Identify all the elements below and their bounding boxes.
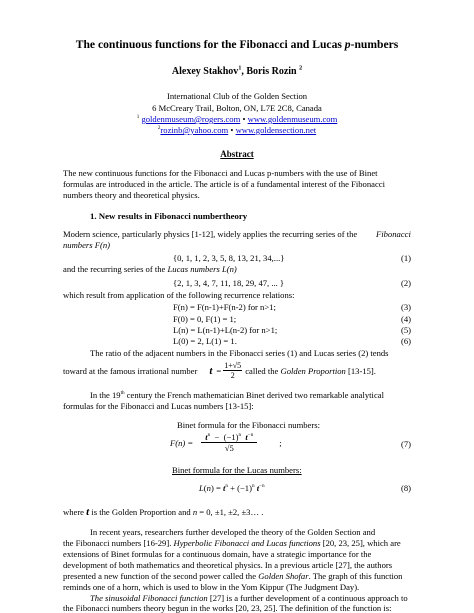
contact-2: $^2$rozinb@yahoo.com • www.goldensection.net [157,125,317,135]
eq-num-4: (4) [400,314,411,324]
affiliation-org: International Club of the Golden Section [166,91,308,101]
eq-num-7: (7) [400,439,411,449]
web-link-1[interactable]: www.goldenmuseum.com [247,114,338,124]
para-6-line-2: formulas for the Fibonacci and Lucas numbers [13-15]: [63,401,254,411]
fibonacci-term-b: numbers F(n) [63,240,111,250]
binet-luc-formula: $L(n) = t^n + (-1)^n$ $t^{-n}$ [199,483,265,493]
para-7-line-4: development of both mathematics and theoretical physics. In a previous article [27], the authors [63,560,393,570]
eq-num-8: (8) [400,483,411,493]
abstract-line-3: numbers theory and theoretical physics. [63,190,200,200]
para-1-line-1: Modern science, particularly physics [1-12], widely applies the recurring series of the [63,229,358,239]
seq-fibonacci: {0, 1, 1, 2, 3, 5, 8, 13, 21, 34,...} [173,253,285,263]
abstract-line-1: The new continuous functions for the Fibonacci and Lucas p-numbers with the use of Binet [63,168,378,178]
author-1: Alexey Stakhov [171,66,239,77]
seq-lucas: {2, 1, 3, 4, 7, 11, 18, 29, 47, ... } [173,278,285,288]
binet-fib-formula: F(n) = $\frac{t^n - (-1)^n t^{-n}}{√5}$ ; [170,432,282,453]
para-2: and the recurring series of the Lucas numbers L(n) [63,264,237,274]
web-link-2[interactable]: www.goldensection.net [235,125,317,135]
para-3: which result from application of the following recurrence relations: [63,290,295,300]
relation-5: L(n) = L(n-1)+L(n-2) for n>1; [173,325,278,335]
eq-num-3: (3) [400,302,411,312]
para-7-line-3: extensions of Binet formulas for a continuous domain, have a strategic importance for the [63,549,372,559]
email-link-2[interactable]: rozinb@yahoo.com [160,125,229,135]
relation-6: L(0) = 2, L(1) = 1. [173,336,237,346]
para-7-line-5: presented a new function of the second power called the Golden Shofar. The graph of this function [63,571,403,581]
para-4: The ratio of the adjacent numbers in the Fibonacci series (1) and Lucas series (2) tends [90,348,389,358]
eq-num-5: (5) [400,325,411,335]
eq-num-6: (6) [400,336,411,346]
abstract-heading: Abstract [220,149,254,159]
eq-num-1: (1) [400,253,411,263]
binet-fib-label: Binet formula for the Fibonacci numbers: [177,420,320,430]
para-5: toward at the famous irrational number t = $\frac{1+√5}{2}$ called the Golden Proportion [13-15]. [63,361,376,380]
fibonacci-term-a: Fibonacci [376,229,411,239]
para-7-line-1: In recent years, researchers further developed the theory of the Golden Section and [90,527,376,537]
contact-1: $^1$ goldenmuseum@rogers.com • www.goldenmuseum.com [136,114,338,124]
para-8-line-2: the Fibonacci numbers theory begun in the works [20, 23, 25]. The definition of the function is: [63,603,392,613]
email-link-1[interactable]: goldenmuseum@rogers.com [141,114,241,124]
where-line: where t is the Golden Proportion and n = 0, ±1, ±2, ±3… . [63,506,264,518]
eq-num-2: (2) [400,278,411,288]
binet-luc-label: Binet formula for the Lucas numbers: [172,465,302,475]
affiliation-address: 6 McCreary Trail, Bolton, ON, L7E 2C8, Canada [152,103,322,113]
authors: Alexey Stakhov$^1$, Boris Rozin $^2$ [171,65,303,77]
binet-fib-fraction: $\frac{t^n - (-1)^n t^{-n}}{√5}$ [201,432,257,453]
relation-3: F(n) = F(n-1)+F(n-2) for n>1; [173,302,276,312]
section-heading: 1. New results in Fibonacci numbertheory [90,211,248,221]
para-7-line-2: the Fibonacci numbers [16-29]. Hyperbolic Fibonacci and Lucas functions [20, 23, 25], which are [63,538,401,548]
relation-4: F(0) = 0, F(1) = 1; [173,314,237,324]
para-6-line-1: In the 19th century the French mathematician Binet derived two remarkable analytical [90,390,384,400]
author-2: Boris Rozin [246,66,297,77]
paper-title: The continuous functions for the Fibonacci and Lucas p-numbers [75,38,399,51]
abstract-line-2: formulas are introduced in the article. The article is of a fundamental interest of the Fibonacci [63,179,385,189]
para-8-line-1: The sinusoidal Fibonacci function [27] is a further development of a continuous approach to [90,593,408,603]
golden-ratio-fraction: $\frac{1+√5}{2}$ [224,361,242,380]
para-7-line-6: reminds one of a horn, which is used to blow in the Yom Kippur (The Judgment Day). [63,582,360,592]
